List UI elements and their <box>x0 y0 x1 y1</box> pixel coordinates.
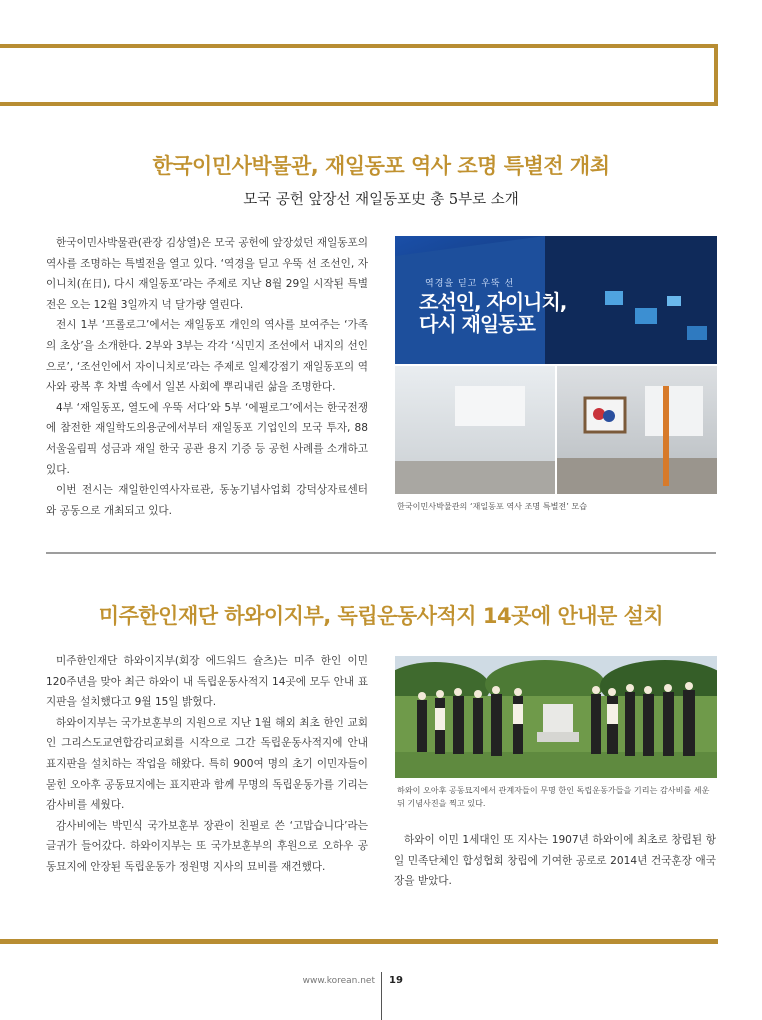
cemetery-group-photo-image <box>395 656 717 778</box>
section-divider <box>46 552 716 554</box>
article1-paragraph: 전시 1부 ‘프롤로그’에서는 재일동포 개인의 역사를 보여주는 ‘가족의 초상’을 소개한다. 2부와 3부는 각각 ‘식민지 조선에서 내지의 선인으로’, ‘조선인에서 자이니치로’라는 주제로 일제강점기 재일동포의 역사와 광복 후 차별 속에서 일본 사회에 뿌리내린 삶을 조명한다. <box>46 319 368 394</box>
article2-paragraph: 하와이지부는 국가보훈부의 지원으로 지난 1월 해외 최초 한인 교회인 그리스도교연합감리교회를 시작으로 그간 독립운동사적지에 안내 표지판을 설치하는 작업을 해왔다. 특히 900여 명의 초기 이민자들이 묻힌 오아후 공동묘지에는 표지판과 함께 무명의 독립운동가를 기리는 감사비를 세웠다. <box>46 716 368 812</box>
article2-right-body <box>394 830 716 892</box>
article1-title: 한국이민사박물관, 재일동포 역사 조명 특별전 개최 <box>152 154 610 178</box>
exhibition-photo-text: 다시 재일동포 <box>419 312 535 336</box>
exhibition-photo-image <box>395 236 717 494</box>
footer-url: www.korean.net <box>302 976 375 986</box>
page-number: 19 <box>389 975 403 986</box>
exhibition-photo <box>395 236 717 494</box>
article1-paragraph: 이번 전시는 재일한인역사자료관, 동농기념사업회 강덕상자료센터와 공동으로 개최되고 있다. <box>46 484 368 517</box>
article2-right-paragraph: 하와이 이민 1세대인 또 지사는 1907년 하와이에 최초로 창립된 항일 민족단체인 합성협회 창립에 기여한 공로로 2014년 건국훈장 애국장을 받았다. <box>394 834 716 888</box>
top-gold-frame <box>0 44 718 106</box>
article1-paragraph: 4부 ‘재일동포, 열도에 우뚝 서다’와 5부 ‘에필로그’에서는 한국전쟁에 참전한 재일학도의용군에서부터 재일동포 기업인의 모국 투자, 88 서울올림픽 성금과 재일 한국 공관 용지 기증 등 공헌 사례를 소개하고 있다. <box>46 401 368 476</box>
exhibition-photo-text: 조선인, 자이니치, <box>419 290 567 314</box>
article2-title: 미주한인재단 하와이지부, 독립운동사적지 14곳에 안내문 설치 <box>98 604 664 628</box>
exhibition-photo-text: 역경을 딛고 우뚝 선 <box>425 279 515 289</box>
exhibition-photo-caption: 한국이민사박물관의 ‘재일동포 역사 조명 특별전’ 모습 <box>397 501 588 511</box>
footer-separator <box>381 972 382 1020</box>
article1-paragraph: 한국이민사박물관(관장 김상열)은 모국 공헌에 앞장섰던 재일동포의 역사를 조명하는 특별전을 열고 있다. ‘역경을 딛고 우뚝 선 조선인, 자이니치(在日), 다시 재일동포’라는 주제로 지난 8월 29일 시작된 특별전은 오는 12월 3일까지 넉 달가량 열린다. <box>46 237 368 311</box>
article2-paragraph: 미주한인재단 하와이지부(회장 에드워드 슐츠)는 미주 한인 이민 120주년을 맞아 최근 하와이 내 독립운동사적지 14곳에 모두 안내 표지판을 설치했다고 9월 15일 밝혔다. <box>46 655 368 709</box>
article1-body <box>46 233 368 521</box>
cemetery-group-photo <box>395 656 717 778</box>
bottom-gold-rule <box>0 939 718 944</box>
article2-body <box>46 651 368 878</box>
article1-subtitle: 모국 공헌 앞장선 재일동포史 총 5부로 소개 <box>243 192 519 208</box>
cemetery-photo-caption: 하와이 오아후 공동묘지에서 관계자들이 무명 한인 독립운동가들을 기리는 감사비를 세운 뒤 기념사진을 찍고 있다. <box>397 785 710 808</box>
article2-paragraph: 감사비에는 박민식 국가보훈부 장관이 친필로 쓴 ‘고맙습니다’라는 글귀가 들어갔다. 하와이지부는 또 국가보훈부의 후원으로 오하우 공동묘지에 안장된 독립운동가 정원명 지사의 묘비를 재건했다. <box>46 819 368 873</box>
